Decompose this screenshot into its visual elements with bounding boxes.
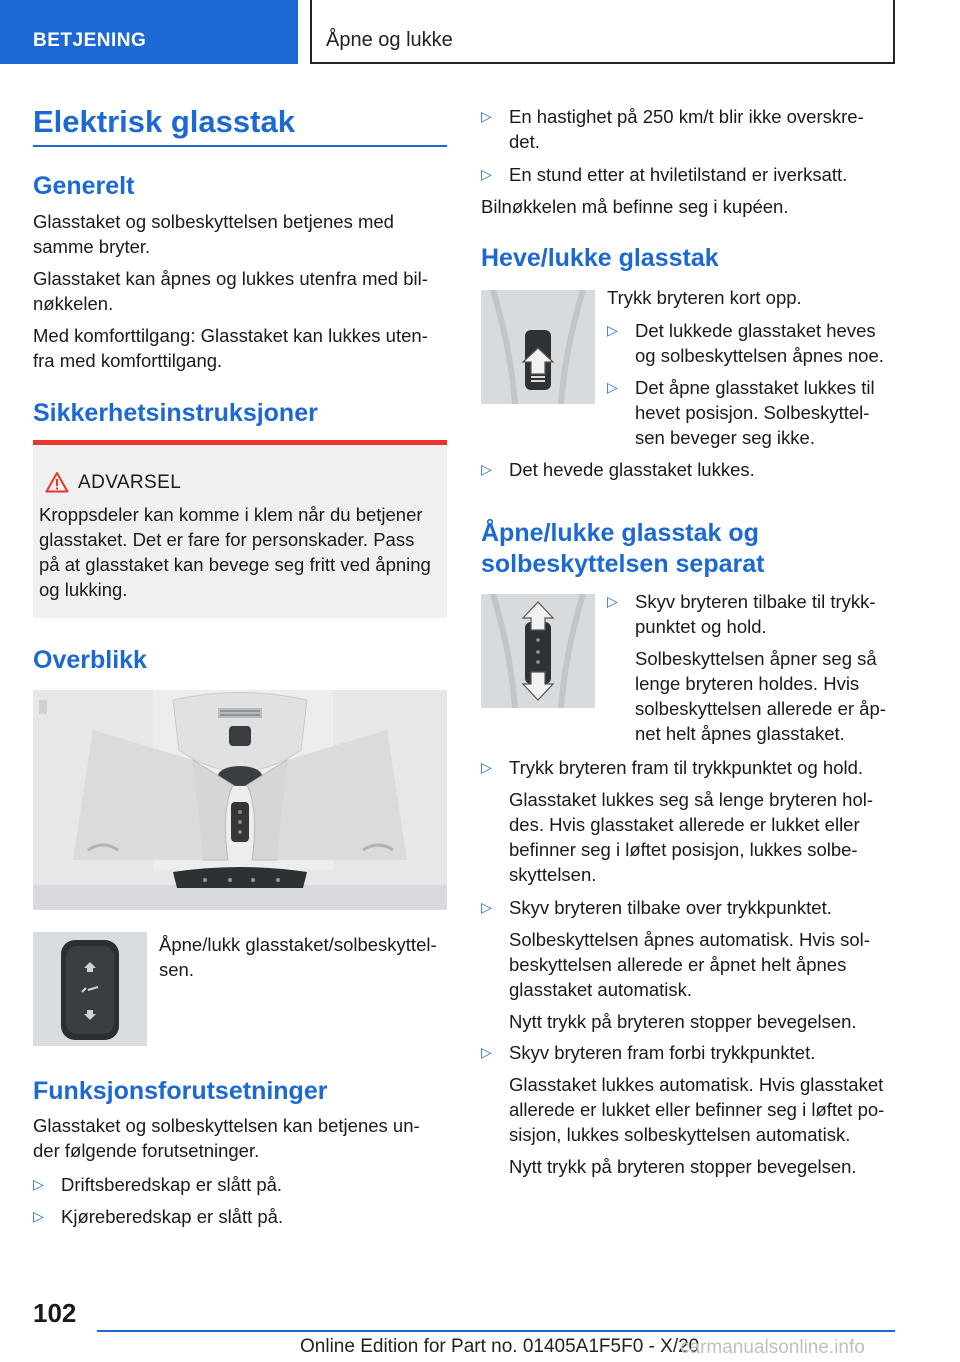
watermark: carmanualsonline.info [680,1337,865,1358]
heading-funksjon: Funksjonsforutsetninger [33,1077,328,1105]
chapter-label: Åpne og lukke [326,29,453,51]
triangle-bullet-icon: ▷ [481,759,492,775]
text-line: lenge bryteren holdes. Hvis [635,673,860,694]
heve-intro: Trykk bryteren kort opp. [607,287,802,308]
text-line: Solbeskyttelsen åpnes automatisk. Hvis sol- [509,929,870,950]
text-line: Glasstaket og solbeskyttelsen betjenes med [33,211,394,232]
list-item-text: Driftsberedskap er slått på. [61,1174,283,1195]
triangle-bullet-icon: ▷ [607,322,618,338]
text-line: Trykk bryteren fram til trykkpunktet og hold. [509,757,864,778]
roof-switch-illustration [33,932,147,1046]
triangle-bullet-icon: ▷ [33,1176,44,1192]
switch-press-up-illustration [481,290,595,404]
text-line: Glasstaket og solbeskyttelsen kan betjenes un- [33,1115,420,1136]
warning-text [39,502,445,602]
list-item-text: Det hevede glasstaket lukkes. [509,459,755,480]
funksjon-text [33,1113,453,1163]
text-line: solbeskyttelsen allerede er åp- [635,698,886,719]
text-line: Skyv bryteren fram forbi trykkpunktet. [509,1042,816,1063]
list-item [481,895,939,1034]
text-line: hevet posisjon. Solbeskyttel- [635,402,870,423]
text-line: Skyv bryteren tilbake til trykk- [635,591,876,612]
warning-triangle-icon [45,471,69,493]
text-line: Åpne/lukk glasstaket/solbeskyttel- [159,934,437,955]
text-line: det. [509,131,540,152]
text-line: Glasstaket kan åpnes og lukkes utenfra med bil- [33,268,428,289]
key-note: Bilnøkkelen må befinne seg i kupéen. [481,196,789,217]
text-line: allerede er lukket eller befinner seg i løftet po- [509,1099,885,1120]
text-line: Nytt trykk på bryteren stopper bevegelsen. [509,1011,857,1032]
section-tab [0,0,298,64]
triangle-bullet-icon: ▷ [607,593,618,609]
list-item [481,457,929,482]
text-line: Glasstaket lukkes seg så lenge bryteren hol- [509,789,874,810]
overhead-console-illustration [33,690,447,910]
heading-sikkerhet: Sikkerhetsinstruksjoner [33,399,318,427]
triangle-bullet-icon: ▷ [481,108,492,124]
text-line: beskyttelsen allerede er åpnet helt åpnes [509,954,847,975]
text-line: glasstaket automatisk. [509,979,693,1000]
text-line: Med komforttilgang: Glasstaket kan lukkes uten- [33,325,428,346]
text-line: Solbeskyttelsen åpner seg så [635,648,877,669]
section-label: BETJENING [33,30,147,51]
warning-box [33,440,447,618]
text-line: En stund etter at hviletilstand er iverksatt. [509,164,848,185]
text-line: punktet og hold. [635,616,767,637]
triangle-bullet-icon: ▷ [481,166,492,182]
overhead-console-image [33,690,447,910]
triangle-bullet-icon: ▷ [33,1208,44,1224]
switch-slide-illustration [481,594,595,708]
text-line: En hastighet på 250 km/t blir ikke overskre- [509,106,864,127]
text-line: befinner seg i løftet posisjon, lukkes solbe- [509,839,858,860]
switch-slide-image [481,594,595,708]
text-line: sisjon, lukkes solbeskyttelsen automatisk. [509,1124,851,1145]
list-item [481,104,929,154]
triangle-bullet-icon: ▷ [607,379,618,395]
footer-rule [97,1330,895,1332]
list-item [481,755,939,887]
list-item [33,1204,461,1229]
heading-line: Åpne/lukke glasstak og [481,519,759,547]
text-line: og solbeskyttelsen åpnes noe. [635,345,884,366]
text-line: Skyv bryteren tilbake over trykkpunktet. [509,897,832,918]
triangle-bullet-icon: ▷ [481,461,492,477]
text-line: sen beveger seg ikke. [635,427,815,448]
text-line: fra med komforttilgang. [33,350,223,371]
list-item [607,589,935,746]
text-line: Glasstaket lukkes automatisk. Hvis glasstaket [509,1074,884,1095]
heading-generelt: Generelt [33,172,135,200]
text-line: Det lukkede glasstaket heves [635,320,876,341]
overblikk-caption [159,932,459,982]
heading-overblikk: Overblikk [33,646,147,674]
text-line: glasstaket. Det er fare for personskader. Pass [39,529,415,550]
page-title: Elektrisk glasstak [33,104,295,139]
heading-line: solbeskyttelsen separat [481,550,765,578]
list-item [481,162,929,187]
list-item-text: Kjøreberedskap er slått på. [61,1206,284,1227]
switch-up-image [481,290,595,404]
warning-title: ADVARSEL [78,472,182,493]
text-line: der følgende forutsetninger. [33,1140,260,1161]
text-line: nøkkelen. [33,293,114,314]
text-line: samme bryter. [33,236,151,257]
title-rule [33,145,447,147]
list-item [607,318,935,368]
page-number: 102 [33,1298,77,1328]
text-line: des. Hvis glasstaket allerede er lukket eller [509,814,860,835]
list-item [33,1172,461,1197]
text-line: Det åpne glasstaket lukkes til [635,377,875,398]
heading-separat [481,518,764,580]
triangle-bullet-icon: ▷ [481,1044,492,1060]
text-line: Kroppsdeler kan komme i klem når du betjener [39,504,423,525]
text-line: net helt åpnes glasstaket. [635,723,845,744]
text-line: og lukking. [39,579,128,600]
text-line: Nytt trykk på bryteren stopper bevegelsen. [509,1156,857,1177]
list-item [607,375,935,450]
triangle-bullet-icon: ▷ [481,899,492,915]
text-line: sen. [159,959,194,980]
list-item [481,1040,949,1179]
text-line: skyttelsen. [509,864,597,885]
text-line: på at glasstaket kan bevege seg fritt ved åpning [39,554,431,575]
switch-image [33,932,147,1046]
chapter-header [310,0,895,64]
heading-heve: Heve/lukke glasstak [481,244,719,272]
generelt-text [33,209,453,373]
edition-text: Online Edition for Part no. 01405A1F5F0 - X/20 [300,1336,700,1357]
